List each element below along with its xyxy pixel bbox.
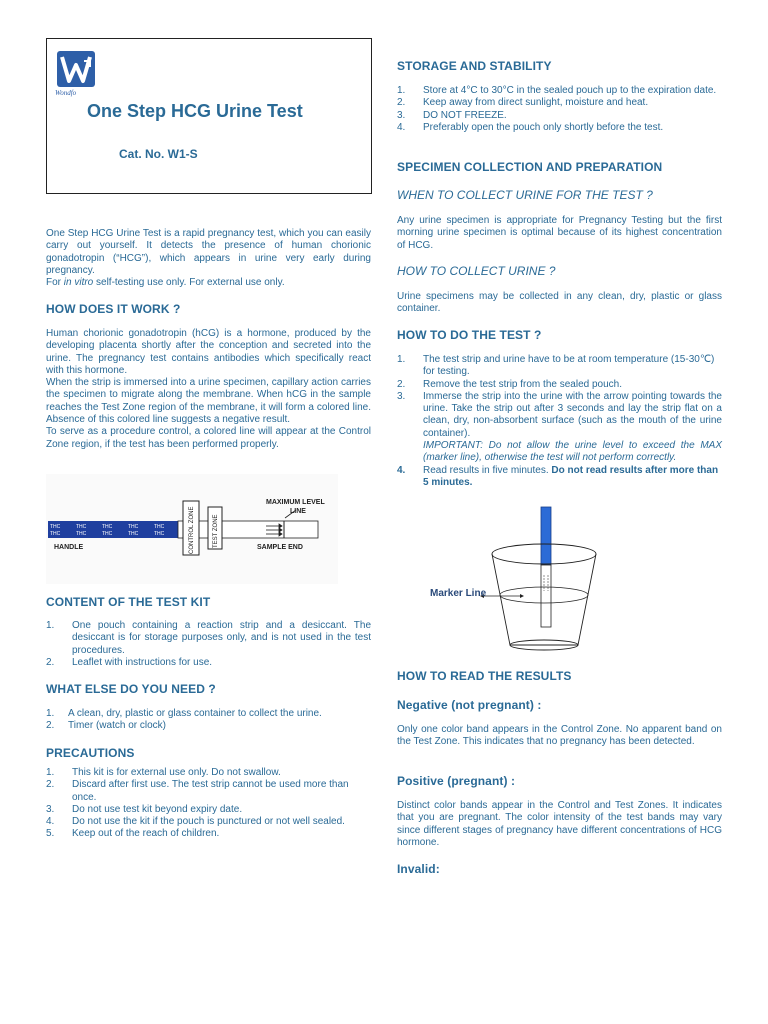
- max-line-label: LINE: [290, 508, 306, 515]
- list-item: 1. The test strip and urine have to be at room temperature (15-30℃) for testing.: [397, 354, 715, 378]
- strip-tag-10: THC: [154, 531, 165, 537]
- marker-line-label: Marker Line: [430, 588, 487, 599]
- negative-text: Only one color band appears in the Control Zone. No apparent band on the Test Zone. This indicates that no pregnancy has been detected.: [397, 724, 722, 748]
- intro-use-post: self-testing use only. For external use only.: [93, 277, 285, 289]
- invalid-heading: Invalid:: [397, 862, 440, 876]
- negative-heading: Negative (not pregnant) :: [397, 698, 542, 712]
- intro-use-italic: in vitro: [63, 277, 94, 289]
- test-zone-label: TEST ZONE: [213, 514, 219, 548]
- need-heading: WHAT ELSE DO YOU NEED ?: [46, 682, 216, 696]
- header-box: [46, 38, 372, 194]
- intro-use-pre: For: [46, 277, 64, 289]
- intro-paragraph: [46, 228, 371, 289]
- cup-diagram: [420, 505, 610, 655]
- storage-list: [397, 85, 722, 134]
- control-zone-label: CONTROL ZONE: [189, 506, 195, 554]
- list-item: 2. Leaflet with instructions for use.: [46, 656, 213, 668]
- how-collect-text: Urine specimens may be collected in any clean, dry, plastic or glass container.: [397, 291, 722, 315]
- positive-heading: Positive (pregnant) :: [397, 774, 516, 788]
- catalog-number: Cat. No. W1-S: [119, 147, 198, 161]
- list-item: 2. Timer (watch or clock): [46, 720, 166, 732]
- when-collect-text: Any urine specimen is appropriate for Pregnancy Testing but the first morning urine specimen is optimal because of its highest concentration of HCG.: [397, 215, 722, 251]
- dip-strip-handle: [541, 507, 551, 565]
- list-item: 3. DO NOT FREEZE.: [397, 109, 507, 121]
- important-note: IMPORTANT: Do not allow the urine level to exceed the MAX (marker line), otherwise the test will not perform correctly.: [423, 440, 722, 464]
- dip-strip-body: [541, 565, 551, 627]
- list-item: 3. Immerse the strip into the urine with the arrow pointing towards the urine. Take the strip out after 3 seconds and lay the strip flat on a clean, dry, non-absorbent surface (such as the mouth of the urine container). IMPORTANT: Do not allow the urine level to exceed the MAX (marker line), otherwise the test will not perform correctly.: [397, 390, 722, 464]
- procedure-heading: HOW TO DO THE TEST ?: [397, 328, 542, 342]
- list-item: 2. Keep away from direct sunlight, moisture and heat.: [397, 97, 649, 109]
- strip-tag-8: THC: [102, 531, 113, 537]
- results-heading: HOW TO READ THE RESULTS: [397, 669, 572, 683]
- max-level-label: MAXIMUM LEVEL: [266, 499, 325, 506]
- list-item: 1. Store at 4°C to 30°C in the sealed pouch up to the expiration date.: [397, 85, 717, 96]
- need-list: [46, 708, 371, 733]
- list-item: 2. Discard after first use. The test strip cannot be used more than once.: [46, 779, 349, 803]
- strip-tag-7: THC: [76, 531, 87, 537]
- handle-label: HANDLE: [54, 544, 84, 551]
- precautions-list: [46, 767, 371, 841]
- list-item: 1. This kit is for external use only. Do not swallow.: [46, 767, 281, 778]
- when-collect-heading: WHEN TO COLLECT URINE FOR THE TEST ?: [397, 188, 653, 202]
- strip-tag-4: THC: [128, 524, 139, 530]
- strip-tag-6: THC: [50, 531, 61, 537]
- how-it-works-body: [46, 328, 371, 451]
- list-item: 4. Do not use the kit if the pouch is punctured or not well sealed.: [46, 816, 345, 828]
- content-list: [46, 620, 371, 669]
- strip-tag-3: THC: [102, 524, 113, 530]
- strip-tag-1: THC: [50, 524, 61, 530]
- specimen-heading: SPECIMEN COLLECTION AND PREPARATION: [397, 160, 663, 174]
- intro-text: One Step HCG Urine Test is a rapid pregnancy test, which you can easily carry out yourself. It detects the presence of human chorionic gonadotropin (“HCG”), which appears in urine very early during pregnancy.: [46, 228, 371, 276]
- list-item: 2. Remove the test strip from the sealed pouch.: [397, 378, 622, 390]
- how-it-works-p2: When the strip is immersed into a urine specimen, capillary action carries the specimen to migrate along the membrane. When hCG in the sample reaches the Test Zone region of the membrane, it will form a colored line. Absence of this colored line suggests a negative result.: [46, 377, 371, 426]
- how-collect-heading: HOW TO COLLECT URINE ?: [397, 264, 556, 278]
- list-item: 3. Do not use test kit beyond expiry date.: [46, 803, 243, 815]
- how-it-works-heading: HOW DOES IT WORK ?: [46, 302, 181, 316]
- wondfo-logo-icon: [57, 51, 95, 87]
- how-it-works-p1: Human chorionic gonadotropin (hCG) is a hormone, produced by the developing placenta shortly after the conception and secreted into the urine. The pregnancy test contains antibodies which specifically react with this hormone.: [46, 328, 371, 376]
- document-title: One Step HCG Urine Test: [87, 101, 303, 121]
- logo-text: Wondfo: [55, 89, 77, 97]
- positive-text: Distinct color bands appear in the Control and Test Zones. It indicates that you are pregnant. The color intensity of the test bands may vary since different stages of pregnancy have different concentrations of HCG hormone.: [397, 800, 722, 848]
- sample-end-label: SAMPLE END: [257, 544, 303, 551]
- strip-tag-9: THC: [128, 531, 139, 537]
- list-item: 1. A clean, dry, plastic or glass container to collect the urine.: [46, 708, 322, 719]
- list-item: 1. One pouch containing a reaction strip and a desiccant. The desiccant is for storage purposes only, and is not used in the test procedures.: [46, 620, 371, 656]
- list-item: 4. Preferably open the pouch only shortly before the test.: [397, 121, 664, 133]
- storage-heading: STORAGE AND STABILITY: [397, 59, 552, 73]
- procedure-list: [397, 354, 722, 489]
- precautions-heading: PRECAUTIONS: [46, 746, 135, 760]
- test-strip-diagram: [46, 474, 338, 584]
- list-item: 4. Read results in five minutes. Do not read results after more than 5 minutes.: [397, 464, 719, 488]
- how-it-works-p3: To serve as a procedure control, a colored line will appear at the Control Zone region, if the test has been performed properly.: [46, 426, 371, 450]
- strip-tag-2: THC: [76, 524, 87, 530]
- list-item: 5. Keep out of the reach of children.: [46, 828, 220, 840]
- strip-tag-5: THC: [154, 524, 165, 530]
- content-heading: CONTENT OF THE TEST KIT: [46, 595, 211, 609]
